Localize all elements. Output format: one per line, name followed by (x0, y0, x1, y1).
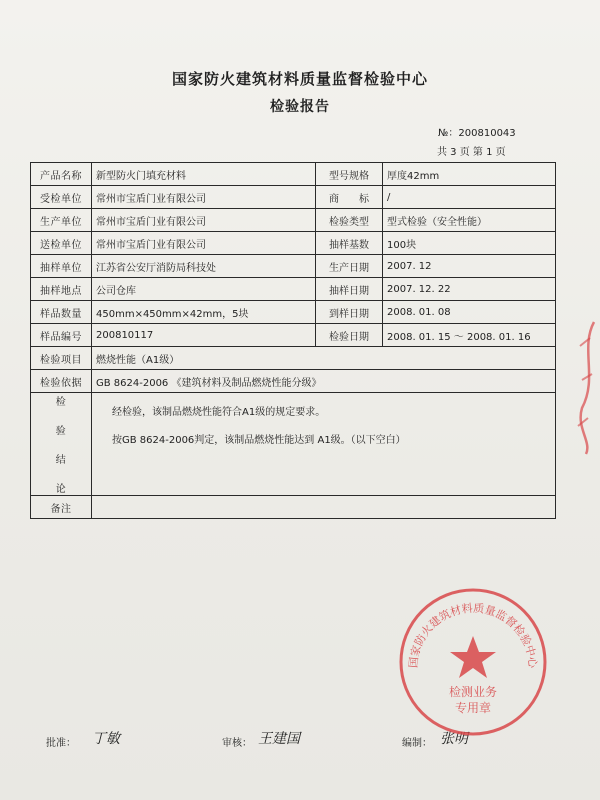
field-value: 常州市宝盾门业有限公司 (92, 186, 316, 209)
seal-line1: 检测业务 (448, 685, 498, 699)
field-value: 型式检验（安全性能） (383, 209, 556, 232)
field-label: 商 标 (316, 186, 383, 209)
table-row (31, 255, 556, 278)
field-value: 江苏省公安厅消防局科技处 (92, 255, 316, 278)
field-value: 2007. 12 (383, 255, 556, 278)
field-label: 送检单位 (31, 232, 92, 255)
review-label: 审核： (222, 738, 252, 749)
seal-arc-text: 国家防火建筑材料质量监督检验中心 (406, 601, 540, 669)
field-value: 新型防火门填充材料 (92, 163, 316, 186)
remarks-label: 备注 (31, 496, 92, 519)
table-row (31, 278, 556, 301)
table-row (31, 324, 556, 347)
page-count: 共 3 页 第 1 页 (437, 147, 506, 158)
field-value: 2008. 01. 08 (383, 301, 556, 324)
field-value: 公司仓库 (92, 278, 316, 301)
report-title: 国家防火建筑材料质量监督检验中心 (171, 70, 428, 88)
field-label: 检验依据 (31, 370, 92, 393)
inspection-seal (395, 584, 551, 740)
field-label: 检验类型 (316, 209, 383, 232)
table-row (31, 186, 556, 209)
approve-signature: 丁敏 (92, 731, 120, 747)
field-label: 产品名称 (31, 163, 92, 186)
conclusion-label (31, 393, 92, 496)
compile-label: 编制： (402, 738, 432, 749)
table-row (31, 209, 556, 232)
field-value: 燃烧性能（A1级） (92, 347, 556, 370)
field-label: 抽样地点 (31, 278, 92, 301)
report-table (30, 162, 556, 519)
field-value: 450mm×450mm×42mm，5块 (92, 301, 316, 324)
inspection-basis-row (31, 370, 556, 393)
edge-seal-icon (572, 318, 600, 458)
field-value: / (383, 186, 556, 209)
field-value: 常州市宝盾门业有限公司 (92, 209, 316, 232)
field-label: 抽样日期 (316, 278, 383, 301)
conclusion-body (92, 393, 556, 496)
field-label: 型号规格 (316, 163, 383, 186)
conclusion-label-char: 结 (55, 455, 67, 466)
field-label: 样品数量 (31, 301, 92, 324)
conclusion-row (31, 393, 556, 496)
conclusion-text: 按GB 8624-2006判定，该制品燃烧性能达到 A1级。（以下空白） (112, 435, 406, 446)
report-number: №：200810043 (438, 128, 516, 139)
compile-signature: 张明 (440, 731, 468, 747)
field-label: 抽样单位 (31, 255, 92, 278)
field-label: 抽样基数 (316, 232, 383, 255)
field-label: 样品编号 (31, 324, 92, 347)
field-label: 生产单位 (31, 209, 92, 232)
table-row (31, 301, 556, 324)
field-value: 2007. 12. 22 (383, 278, 556, 301)
field-label: 受检单位 (31, 186, 92, 209)
field-label: 检验日期 (316, 324, 383, 347)
field-value: 100块 (383, 232, 556, 255)
conclusion-label-char: 论 (55, 484, 67, 495)
remarks-row (31, 496, 556, 519)
table-row (31, 232, 556, 255)
field-value: GB 8624-2006 《建筑材料及制品燃烧性能分级》 (92, 370, 556, 393)
field-label: 检验项目 (31, 347, 92, 370)
seal-line2: 专用章 (454, 701, 492, 715)
conclusion-text: 经检验，该制品燃烧性能符合A1级的规定要求。 (112, 407, 326, 418)
field-value: 2008. 01. 15 ～ 2008. 01. 16 (383, 324, 556, 347)
field-value: 200810117 (92, 324, 316, 347)
field-value: 厚度42mm (383, 163, 556, 186)
remarks-value (92, 496, 556, 519)
field-value: 常州市宝盾门业有限公司 (92, 232, 316, 255)
field-label: 到样日期 (316, 301, 383, 324)
field-label: 生产日期 (316, 255, 383, 278)
approve-label: 批准： (46, 738, 76, 749)
conclusion-label-char: 检 (55, 397, 67, 408)
conclusion-label-char: 验 (55, 426, 67, 437)
review-signature: 王建国 (258, 731, 300, 747)
seal-star-icon (450, 636, 496, 678)
inspection-item-row (31, 347, 556, 370)
report-subtitle: 检验报告 (270, 99, 330, 115)
table-row (31, 163, 556, 186)
